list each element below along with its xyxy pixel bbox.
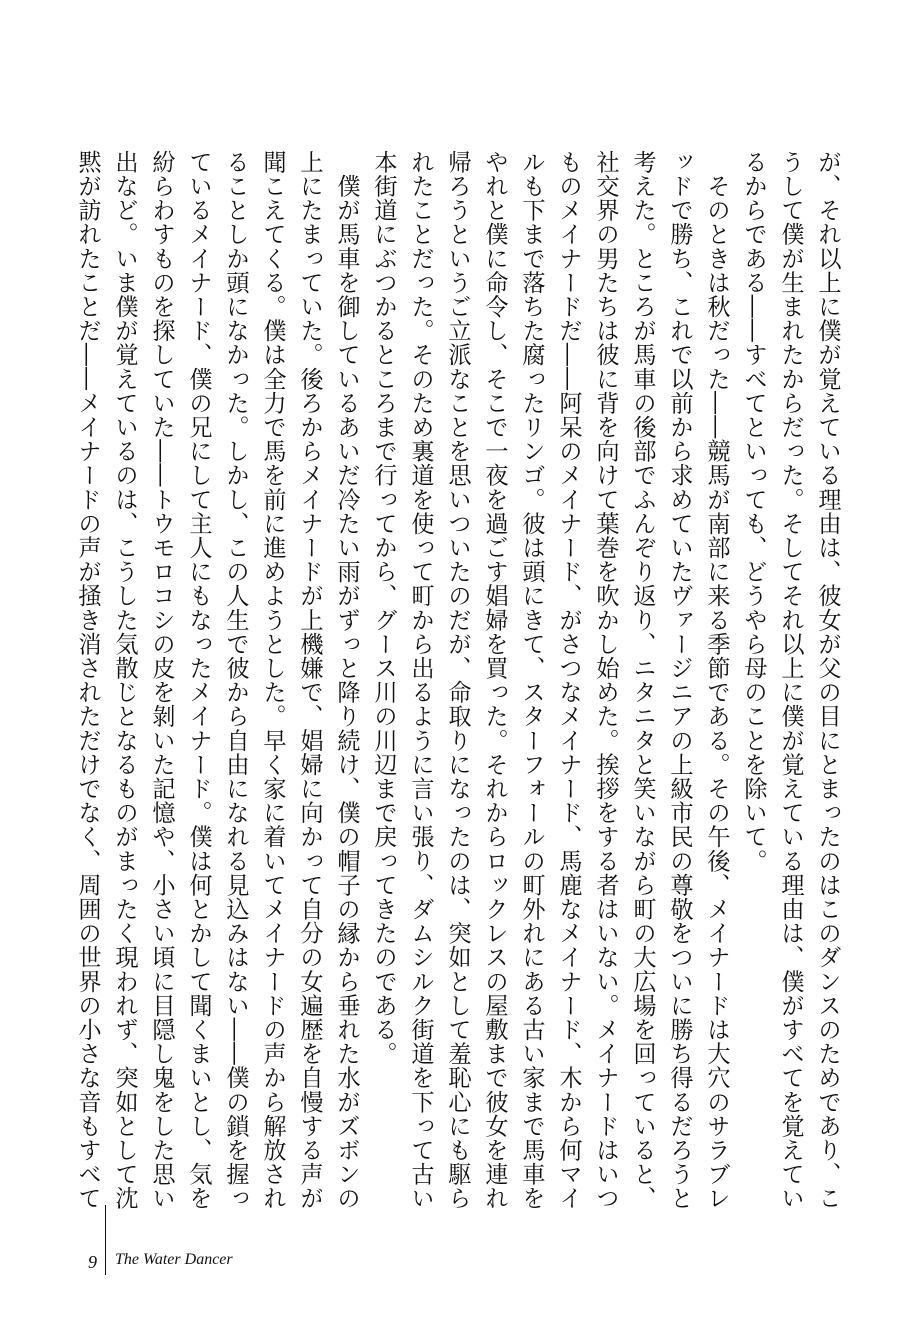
text-line-5: ッドで勝ち、これで以前から求めていたヴァージニアの上級市民の尊敬をついに勝ち得るだろうと bbox=[666, 150, 693, 1211]
text-line-11: 帰ろうというご立派なことを思いついたのだが、命取りになったのは、突如として羞恥心にも駆ら bbox=[444, 150, 471, 1211]
text-line-8: ものメイナードだ――阿呆のメイナード、がさつなメイナード、馬鹿なメイナード、木から何マイ bbox=[555, 150, 582, 1211]
text-line-10: やれと僕に命令し、そこで一夜を過ごす娼婦を買った。それからロックレスの屋敷まで彼女を連れ bbox=[481, 150, 508, 1211]
text-line-18: ているメイナード、僕の兄にして主人にもなったメイナード。僕は何とかして聞くまいとし、気を bbox=[185, 150, 212, 1211]
book-title: The Water Dancer bbox=[115, 1251, 233, 1268]
page-footer bbox=[88, 1195, 328, 1285]
text-line-12: れたことだった。そのため裏道を使って町から出るように言い張り、ダムシルク街道を下って古い bbox=[407, 150, 434, 1211]
text-line-17: ることしか頭になかった。しかし、この人生で彼から自由になれる見込みはない――僕の鎖を握っ bbox=[222, 150, 249, 1211]
text-line-6: 考えた。ところが馬車の後部でふんぞり返り、ニタニタと笑いながら町の大広場を回っていると、 bbox=[629, 150, 656, 1211]
text-line-2: うして僕が生まれたからだった。そしてそれ以上に僕が覚えている理由は、僕がすべてを覚えてい bbox=[777, 150, 804, 1211]
text-line-19: 紛らわすものを探していた――トウモロコシの皮を剝いた記憶や、小さい頃に目隠し鬼をした思い bbox=[148, 150, 175, 1211]
page-number: 9 bbox=[88, 1252, 97, 1272]
text-line-20: 出など。いま僕が覚えているのは、こうした気散じとなるものがまったく現われず、突如として沈 bbox=[111, 150, 138, 1211]
footer-divider bbox=[105, 1205, 106, 1275]
text-line-21: 黙が訪れたことだ――メイナードの声が掻き消されただけでなく、周囲の世界の小さな音もすべて bbox=[74, 150, 101, 1211]
text-line-4: そのときは秋だった――競馬が南部に来る季節である。その午後、メイナードは大穴のサラブレ bbox=[703, 150, 730, 1211]
text-line-7: 社交界の男たちは彼に背を向けて葉巻を吹かし始めた。挨拶をする者はいない。メイナードはいつ bbox=[592, 150, 619, 1211]
text-line-16: 聞こえてくる。僕は全力で馬を前に進めようとした。早く家に着いてメイナードの声から解放され bbox=[259, 150, 286, 1211]
text-line-9: ルも下まで落ちた腐ったリンゴ。彼は頭にきて、スターフォールの町外れにある古い家まで馬車を bbox=[518, 150, 545, 1211]
vertical-text-body bbox=[74, 150, 846, 1211]
text-line-3: るからである――すべてといっても、どうやら母のことを除いて。 bbox=[740, 150, 767, 873]
text-line-15: 上にたまっていた。後ろからメイナードが上機嫌で、娼婦に向かって自分の女遍歴を自慢する声が bbox=[296, 150, 323, 1211]
text-line-1: が、それ以上に僕が覚えている理由は、彼女が父の目にとまったのはこのダンスのためであり、こ bbox=[814, 150, 841, 1211]
text-line-13: 本街道にぶつかるところまで行ってから、グース川の川辺まで戻ってきたのである。 bbox=[370, 150, 397, 1066]
text-line-14: 僕が馬車を御しているあいだ冷たい雨がずっと降り続け、僕の帽子の縁から垂れた水がズボンの bbox=[333, 150, 360, 1211]
